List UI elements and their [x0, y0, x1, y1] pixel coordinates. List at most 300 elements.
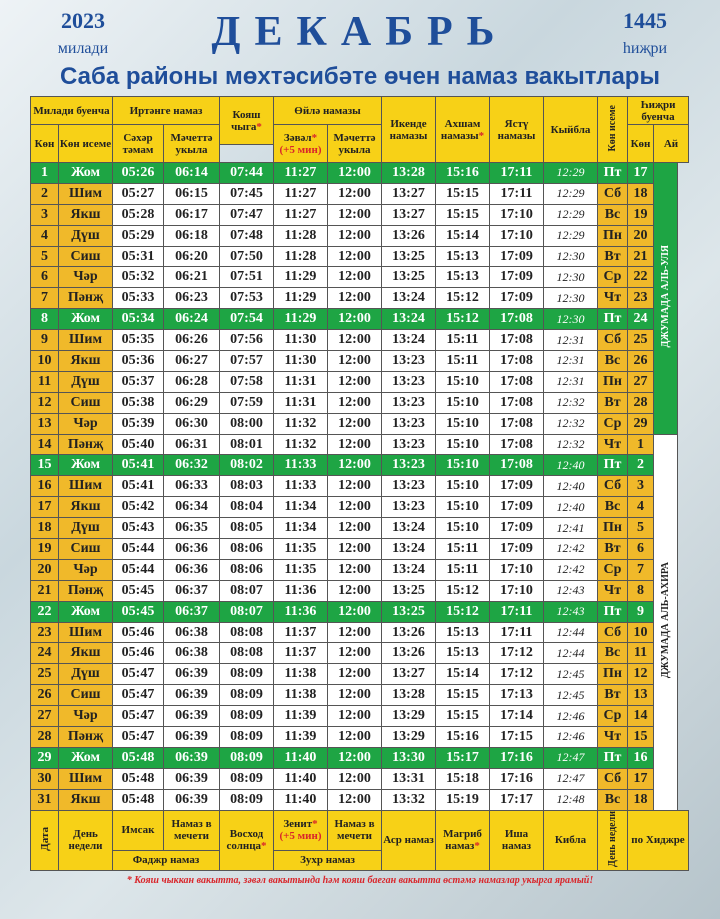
suhoor-time: 05:34 [113, 309, 164, 330]
weekday-short: Чт [598, 434, 628, 455]
day-name: Якш [59, 351, 113, 372]
dhuhr-mosque-time: 12:00 [328, 163, 382, 184]
dhuhr-mosque-time: 12:00 [328, 559, 382, 580]
fajr-mosque-time: 06:38 [164, 622, 220, 643]
sunrise-time: 08:06 [220, 539, 274, 560]
suhoor-time: 05:48 [113, 768, 164, 789]
fajr-mosque-time: 06:17 [164, 204, 220, 225]
maghrib-time: 15:10 [436, 455, 490, 476]
sunrise-time: 08:09 [220, 747, 274, 768]
asr-time: 13:30 [382, 747, 436, 768]
hijri-day: 20 [628, 225, 654, 246]
suhoor-time: 05:37 [113, 371, 164, 392]
table-row [31, 706, 689, 727]
zenith-time: 11:37 [274, 622, 328, 643]
suhoor-time: 05:44 [113, 559, 164, 580]
sunrise-time: 07:59 [220, 392, 274, 413]
day-name: Жом [59, 455, 113, 476]
day-name: Жом [59, 601, 113, 622]
fajr-mosque-time: 06:38 [164, 643, 220, 664]
zenith-time: 11:32 [274, 413, 328, 434]
fajr-mosque-time: 06:39 [164, 768, 220, 789]
weekday-short: Пн [598, 371, 628, 392]
sunrise-time: 08:08 [220, 643, 274, 664]
dhuhr-mosque-time: 12:00 [328, 413, 382, 434]
dhuhr-mosque-time: 12:00 [328, 351, 382, 372]
maghrib-time: 15:19 [436, 789, 490, 810]
isha-time: 17:16 [490, 768, 544, 789]
maghrib-time: 15:15 [436, 183, 490, 204]
day-number: 22 [31, 601, 59, 622]
sunrise-time: 07:57 [220, 351, 274, 372]
zenith-time: 11:35 [274, 539, 328, 560]
hijri-day: 17 [628, 768, 654, 789]
footnote: * Кояш чыккан вакытта, зәвәл вакытында һәм кояш баеган вакытта өстәмә намазлар укырга ярамый! [126, 875, 594, 886]
day-number: 8 [31, 309, 59, 330]
maghrib-time: 15:17 [436, 747, 490, 768]
suhoor-time: 05:28 [113, 204, 164, 225]
dhuhr-mosque-time: 12:00 [328, 747, 382, 768]
weekday-short: Пт [598, 163, 628, 184]
isha-time: 17:08 [490, 413, 544, 434]
weekday-short: Вс [598, 643, 628, 664]
table-row [31, 727, 689, 748]
qibla-time: 12:44 [544, 622, 598, 643]
weekday-short: Сб [598, 183, 628, 204]
day-name: Сиш [59, 392, 113, 413]
zenith-time: 11:38 [274, 685, 328, 706]
isha-time: 17:09 [490, 246, 544, 267]
header-hijri-day: Көн [628, 125, 654, 163]
asr-time: 13:27 [382, 664, 436, 685]
suhoor-time: 05:45 [113, 580, 164, 601]
qibla-time: 12:31 [544, 371, 598, 392]
table-row [31, 580, 689, 601]
hijri-month-2-label: ДЖУМАДА АЛЬ-АХИРА [654, 434, 678, 810]
dhuhr-mosque-time: 12:00 [328, 727, 382, 748]
sunrise-time: 08:07 [220, 601, 274, 622]
table-row [31, 225, 689, 246]
fajr-mosque-time: 06:31 [164, 434, 220, 455]
weekday-short: Вс [598, 204, 628, 225]
table-row [31, 601, 689, 622]
sunrise-time: 08:02 [220, 455, 274, 476]
hijri-day: 6 [628, 539, 654, 560]
maghrib-time: 15:13 [436, 246, 490, 267]
asr-time: 13:28 [382, 685, 436, 706]
day-number: 23 [31, 622, 59, 643]
asr-time: 13:26 [382, 225, 436, 246]
fajr-mosque-time: 06:37 [164, 580, 220, 601]
suhoor-time: 05:44 [113, 539, 164, 560]
asr-time: 13:27 [382, 183, 436, 204]
day-number: 4 [31, 225, 59, 246]
maghrib-time: 15:10 [436, 413, 490, 434]
sunrise-time: 08:09 [220, 768, 274, 789]
qibla-time: 12:31 [544, 351, 598, 372]
table-row [31, 183, 689, 204]
header-qibla: Кыйбла [544, 97, 598, 163]
hijri-day: 18 [628, 789, 654, 810]
footer-qibla: Кибла [544, 810, 598, 870]
asr-time: 13:31 [382, 768, 436, 789]
suhoor-time: 05:47 [113, 664, 164, 685]
asr-time: 13:25 [382, 267, 436, 288]
zenith-time: 11:29 [274, 267, 328, 288]
suhoor-time: 05:26 [113, 163, 164, 184]
qibla-time: 12:47 [544, 768, 598, 789]
day-number: 15 [31, 455, 59, 476]
weekday-short: Пн [598, 664, 628, 685]
suhoor-time: 05:47 [113, 685, 164, 706]
qibla-time: 12:32 [544, 413, 598, 434]
footer-maghrib: Магриб намаз* [436, 810, 490, 870]
dhuhr-mosque-time: 12:00 [328, 246, 382, 267]
sunrise-time: 08:09 [220, 789, 274, 810]
header-day-name: Көн исеме [59, 125, 113, 163]
weekday-short: Пт [598, 601, 628, 622]
maghrib-time: 15:15 [436, 685, 490, 706]
dhuhr-mosque-time: 12:00 [328, 580, 382, 601]
qibla-time: 12:46 [544, 706, 598, 727]
day-number: 5 [31, 246, 59, 267]
zenith-time: 11:31 [274, 392, 328, 413]
table-row [31, 622, 689, 643]
table-row [31, 309, 689, 330]
suhoor-time: 05:48 [113, 789, 164, 810]
asr-time: 13:24 [382, 330, 436, 351]
fajr-mosque-time: 06:24 [164, 309, 220, 330]
day-number: 13 [31, 413, 59, 434]
maghrib-time: 15:12 [436, 580, 490, 601]
fajr-mosque-time: 06:14 [164, 163, 220, 184]
maghrib-time: 15:10 [436, 518, 490, 539]
table-row [31, 747, 689, 768]
day-name: Шим [59, 476, 113, 497]
suhoor-time: 05:46 [113, 643, 164, 664]
prayer-rows [31, 163, 689, 811]
dhuhr-mosque-time: 12:00 [328, 518, 382, 539]
fajr-mosque-time: 06:26 [164, 330, 220, 351]
footer-hijri: по Хиджре [628, 810, 689, 870]
zenith-time: 11:30 [274, 351, 328, 372]
hijri-day: 29 [628, 413, 654, 434]
weekday-short: Вс [598, 497, 628, 518]
maghrib-time: 15:15 [436, 706, 490, 727]
footer-imsak: Имсак [113, 810, 164, 851]
day-number: 12 [31, 392, 59, 413]
header-sunrise: Кояш чыга* [220, 97, 274, 145]
hijri-year: 1445 [623, 8, 667, 33]
hijri-day: 16 [628, 747, 654, 768]
sunrise-time: 07:53 [220, 288, 274, 309]
hijri-day: 11 [628, 643, 654, 664]
fajr-mosque-time: 06:15 [164, 183, 220, 204]
maghrib-time: 15:14 [436, 664, 490, 685]
maghrib-time: 15:10 [436, 497, 490, 518]
zenith-time: 11:29 [274, 288, 328, 309]
day-name: Чәр [59, 267, 113, 288]
zenith-time: 11:36 [274, 580, 328, 601]
dhuhr-mosque-time: 12:00 [328, 183, 382, 204]
asr-time: 13:23 [382, 497, 436, 518]
dhuhr-mosque-time: 12:00 [328, 622, 382, 643]
fajr-mosque-time: 06:36 [164, 539, 220, 560]
day-name: Якш [59, 497, 113, 518]
day-name: Дүш [59, 664, 113, 685]
weekday-short: Вт [598, 685, 628, 706]
table-row [31, 330, 689, 351]
zenith-time: 11:32 [274, 434, 328, 455]
day-name: Шим [59, 330, 113, 351]
fajr-mosque-time: 06:37 [164, 601, 220, 622]
qibla-time: 12:45 [544, 664, 598, 685]
fajr-mosque-time: 06:35 [164, 518, 220, 539]
maghrib-time: 15:14 [436, 225, 490, 246]
qibla-time: 12:43 [544, 580, 598, 601]
qibla-time: 12:42 [544, 559, 598, 580]
zenith-time: 11:35 [274, 559, 328, 580]
maghrib-time: 15:11 [436, 330, 490, 351]
maghrib-time: 15:12 [436, 309, 490, 330]
maghrib-time: 15:16 [436, 163, 490, 184]
header-weekday-short: Көн исеме [598, 97, 628, 163]
maghrib-time: 15:10 [436, 371, 490, 392]
footer-zuhr: Зухр намаз [274, 851, 382, 870]
dhuhr-mosque-time: 12:00 [328, 392, 382, 413]
sunrise-time: 08:09 [220, 706, 274, 727]
maghrib-time: 15:11 [436, 351, 490, 372]
zenith-time: 11:28 [274, 246, 328, 267]
day-number: 26 [31, 685, 59, 706]
isha-time: 17:08 [490, 309, 544, 330]
zenith-time: 11:29 [274, 309, 328, 330]
day-number: 6 [31, 267, 59, 288]
isha-time: 17:09 [490, 288, 544, 309]
isha-time: 17:09 [490, 497, 544, 518]
suhoor-time: 05:45 [113, 601, 164, 622]
gregorian-era-label: милади [57, 40, 109, 57]
day-name: Дүш [59, 518, 113, 539]
header-miladi: Милади буенча [31, 97, 113, 125]
table-row [31, 392, 689, 413]
hijri-day: 5 [628, 518, 654, 539]
weekday-short: Сб [598, 476, 628, 497]
sunrise-time: 08:04 [220, 497, 274, 518]
qibla-time: 12:48 [544, 789, 598, 810]
zenith-time: 11:31 [274, 371, 328, 392]
isha-time: 17:08 [490, 371, 544, 392]
table-row [31, 246, 689, 267]
fajr-mosque-time: 06:20 [164, 246, 220, 267]
suhoor-time: 05:47 [113, 706, 164, 727]
isha-time: 17:09 [490, 518, 544, 539]
sunrise-time: 08:00 [220, 413, 274, 434]
isha-time: 17:11 [490, 622, 544, 643]
fajr-mosque-time: 06:39 [164, 664, 220, 685]
weekday-short: Ср [598, 267, 628, 288]
fajr-mosque-time: 06:28 [164, 371, 220, 392]
footer-zenith: Зенит* (+5 мин) [274, 810, 328, 851]
zenith-time: 11:40 [274, 789, 328, 810]
page-subtitle: Саба районы мөхтәсибәте өчен намаз вакытлары [60, 63, 660, 90]
asr-time: 13:24 [382, 309, 436, 330]
maghrib-time: 15:10 [436, 476, 490, 497]
maghrib-time: 15:11 [436, 559, 490, 580]
day-name: Якш [59, 643, 113, 664]
dhuhr-mosque-time: 12:00 [328, 601, 382, 622]
day-number: 21 [31, 580, 59, 601]
isha-time: 17:13 [490, 685, 544, 706]
footer-asr: Аср намаз [382, 810, 436, 870]
table-row [31, 163, 689, 184]
table-row [31, 664, 689, 685]
qibla-time: 12:45 [544, 685, 598, 706]
weekday-short: Сб [598, 768, 628, 789]
isha-time: 17:10 [490, 204, 544, 225]
weekday-short: Пт [598, 747, 628, 768]
hijri-day: 26 [628, 351, 654, 372]
table-row [31, 789, 689, 810]
asr-time: 13:27 [382, 204, 436, 225]
table-row [31, 497, 689, 518]
day-number: 3 [31, 204, 59, 225]
qibla-time: 12:29 [544, 225, 598, 246]
weekday-short: Пн [598, 225, 628, 246]
hijri-day: 19 [628, 204, 654, 225]
asr-time: 13:24 [382, 288, 436, 309]
fajr-mosque-time: 06:39 [164, 706, 220, 727]
qibla-time: 12:30 [544, 267, 598, 288]
weekday-short: Вс [598, 789, 628, 810]
header-suhoor-end: Сәхәр тәмам [113, 125, 164, 163]
weekday-short: Вт [598, 392, 628, 413]
qibla-time: 12:40 [544, 497, 598, 518]
isha-time: 17:14 [490, 706, 544, 727]
day-name: Якш [59, 204, 113, 225]
asr-time: 13:24 [382, 518, 436, 539]
qibla-time: 12:30 [544, 246, 598, 267]
sunrise-time: 08:07 [220, 580, 274, 601]
hijri-day: 8 [628, 580, 654, 601]
weekday-short: Ср [598, 559, 628, 580]
hijri-day: 1 [628, 434, 654, 455]
dhuhr-mosque-time: 12:00 [328, 789, 382, 810]
dhuhr-mosque-time: 12:00 [328, 664, 382, 685]
fajr-mosque-time: 06:39 [164, 727, 220, 748]
footer-isha: Иша намаз [490, 810, 544, 870]
sunrise-time: 08:08 [220, 622, 274, 643]
hijri-day: 23 [628, 288, 654, 309]
hijri-day: 3 [628, 476, 654, 497]
weekday-short: Ср [598, 413, 628, 434]
fajr-mosque-time: 06:29 [164, 392, 220, 413]
hijri-day: 17 [628, 163, 654, 184]
hijri-day: 18 [628, 183, 654, 204]
qibla-time: 12:47 [544, 747, 598, 768]
sunrise-time: 08:05 [220, 518, 274, 539]
asr-time: 13:24 [382, 539, 436, 560]
footer-weekday-short: День недели [598, 810, 628, 870]
day-name: Сиш [59, 685, 113, 706]
day-number: 11 [31, 371, 59, 392]
header-morning-prayer: Иртәнге намаз [113, 97, 220, 125]
weekday-short: Чт [598, 727, 628, 748]
sunrise-time: 07:56 [220, 330, 274, 351]
day-name: Жом [59, 163, 113, 184]
weekday-short: Пт [598, 309, 628, 330]
header-hijri-month: Ай [654, 125, 689, 163]
asr-time: 13:24 [382, 559, 436, 580]
fajr-mosque-time: 06:32 [164, 455, 220, 476]
hijri-month-1-label: ДЖУМАДА АЛЬ-УЛЯ [654, 163, 678, 435]
maghrib-time: 15:10 [436, 392, 490, 413]
day-name: Пәнҗ [59, 580, 113, 601]
day-number: 27 [31, 706, 59, 727]
table-row [31, 643, 689, 664]
fajr-mosque-time: 06:39 [164, 789, 220, 810]
hijri-day: 28 [628, 392, 654, 413]
day-number: 1 [31, 163, 59, 184]
hijri-day: 12 [628, 664, 654, 685]
maghrib-time: 15:16 [436, 727, 490, 748]
isha-time: 17:08 [490, 351, 544, 372]
dhuhr-mosque-time: 12:00 [328, 768, 382, 789]
table-row [31, 413, 689, 434]
day-name: Дүш [59, 371, 113, 392]
maghrib-time: 15:12 [436, 601, 490, 622]
suhoor-time: 05:32 [113, 267, 164, 288]
asr-time: 13:23 [382, 413, 436, 434]
asr-time: 13:29 [382, 706, 436, 727]
sunrise-time: 08:01 [220, 434, 274, 455]
sunrise-time: 08:09 [220, 727, 274, 748]
hijri-era-label: һиҗри [622, 40, 668, 57]
header-mosque-dhuhr: Мәчеттә укыла [328, 125, 382, 163]
day-number: 25 [31, 664, 59, 685]
suhoor-time: 05:31 [113, 246, 164, 267]
dhuhr-mosque-time: 12:00 [328, 267, 382, 288]
weekday-short: Сб [598, 622, 628, 643]
sunrise-time: 07:50 [220, 246, 274, 267]
zenith-time: 11:38 [274, 664, 328, 685]
isha-time: 17:11 [490, 601, 544, 622]
zenith-time: 11:39 [274, 706, 328, 727]
suhoor-time: 05:43 [113, 518, 164, 539]
sunrise-time: 07:45 [220, 183, 274, 204]
maghrib-time: 15:13 [436, 267, 490, 288]
qibla-time: 12:42 [544, 539, 598, 560]
qibla-time: 12:29 [544, 183, 598, 204]
qibla-time: 12:29 [544, 204, 598, 225]
sunrise-time: 08:09 [220, 685, 274, 706]
zenith-time: 11:33 [274, 476, 328, 497]
weekday-short: Вт [598, 246, 628, 267]
gregorian-year: 2023 [61, 8, 105, 33]
asr-time: 13:23 [382, 351, 436, 372]
day-name: Жом [59, 309, 113, 330]
prayer-times-table [30, 96, 689, 871]
dhuhr-mosque-time: 12:00 [328, 288, 382, 309]
asr-time: 13:23 [382, 392, 436, 413]
suhoor-time: 05:36 [113, 351, 164, 372]
sunrise-time: 08:06 [220, 559, 274, 580]
hijri-day: 7 [628, 559, 654, 580]
day-number: 31 [31, 789, 59, 810]
maghrib-time: 15:11 [436, 539, 490, 560]
hijri-day: 13 [628, 685, 654, 706]
suhoor-time: 05:42 [113, 497, 164, 518]
